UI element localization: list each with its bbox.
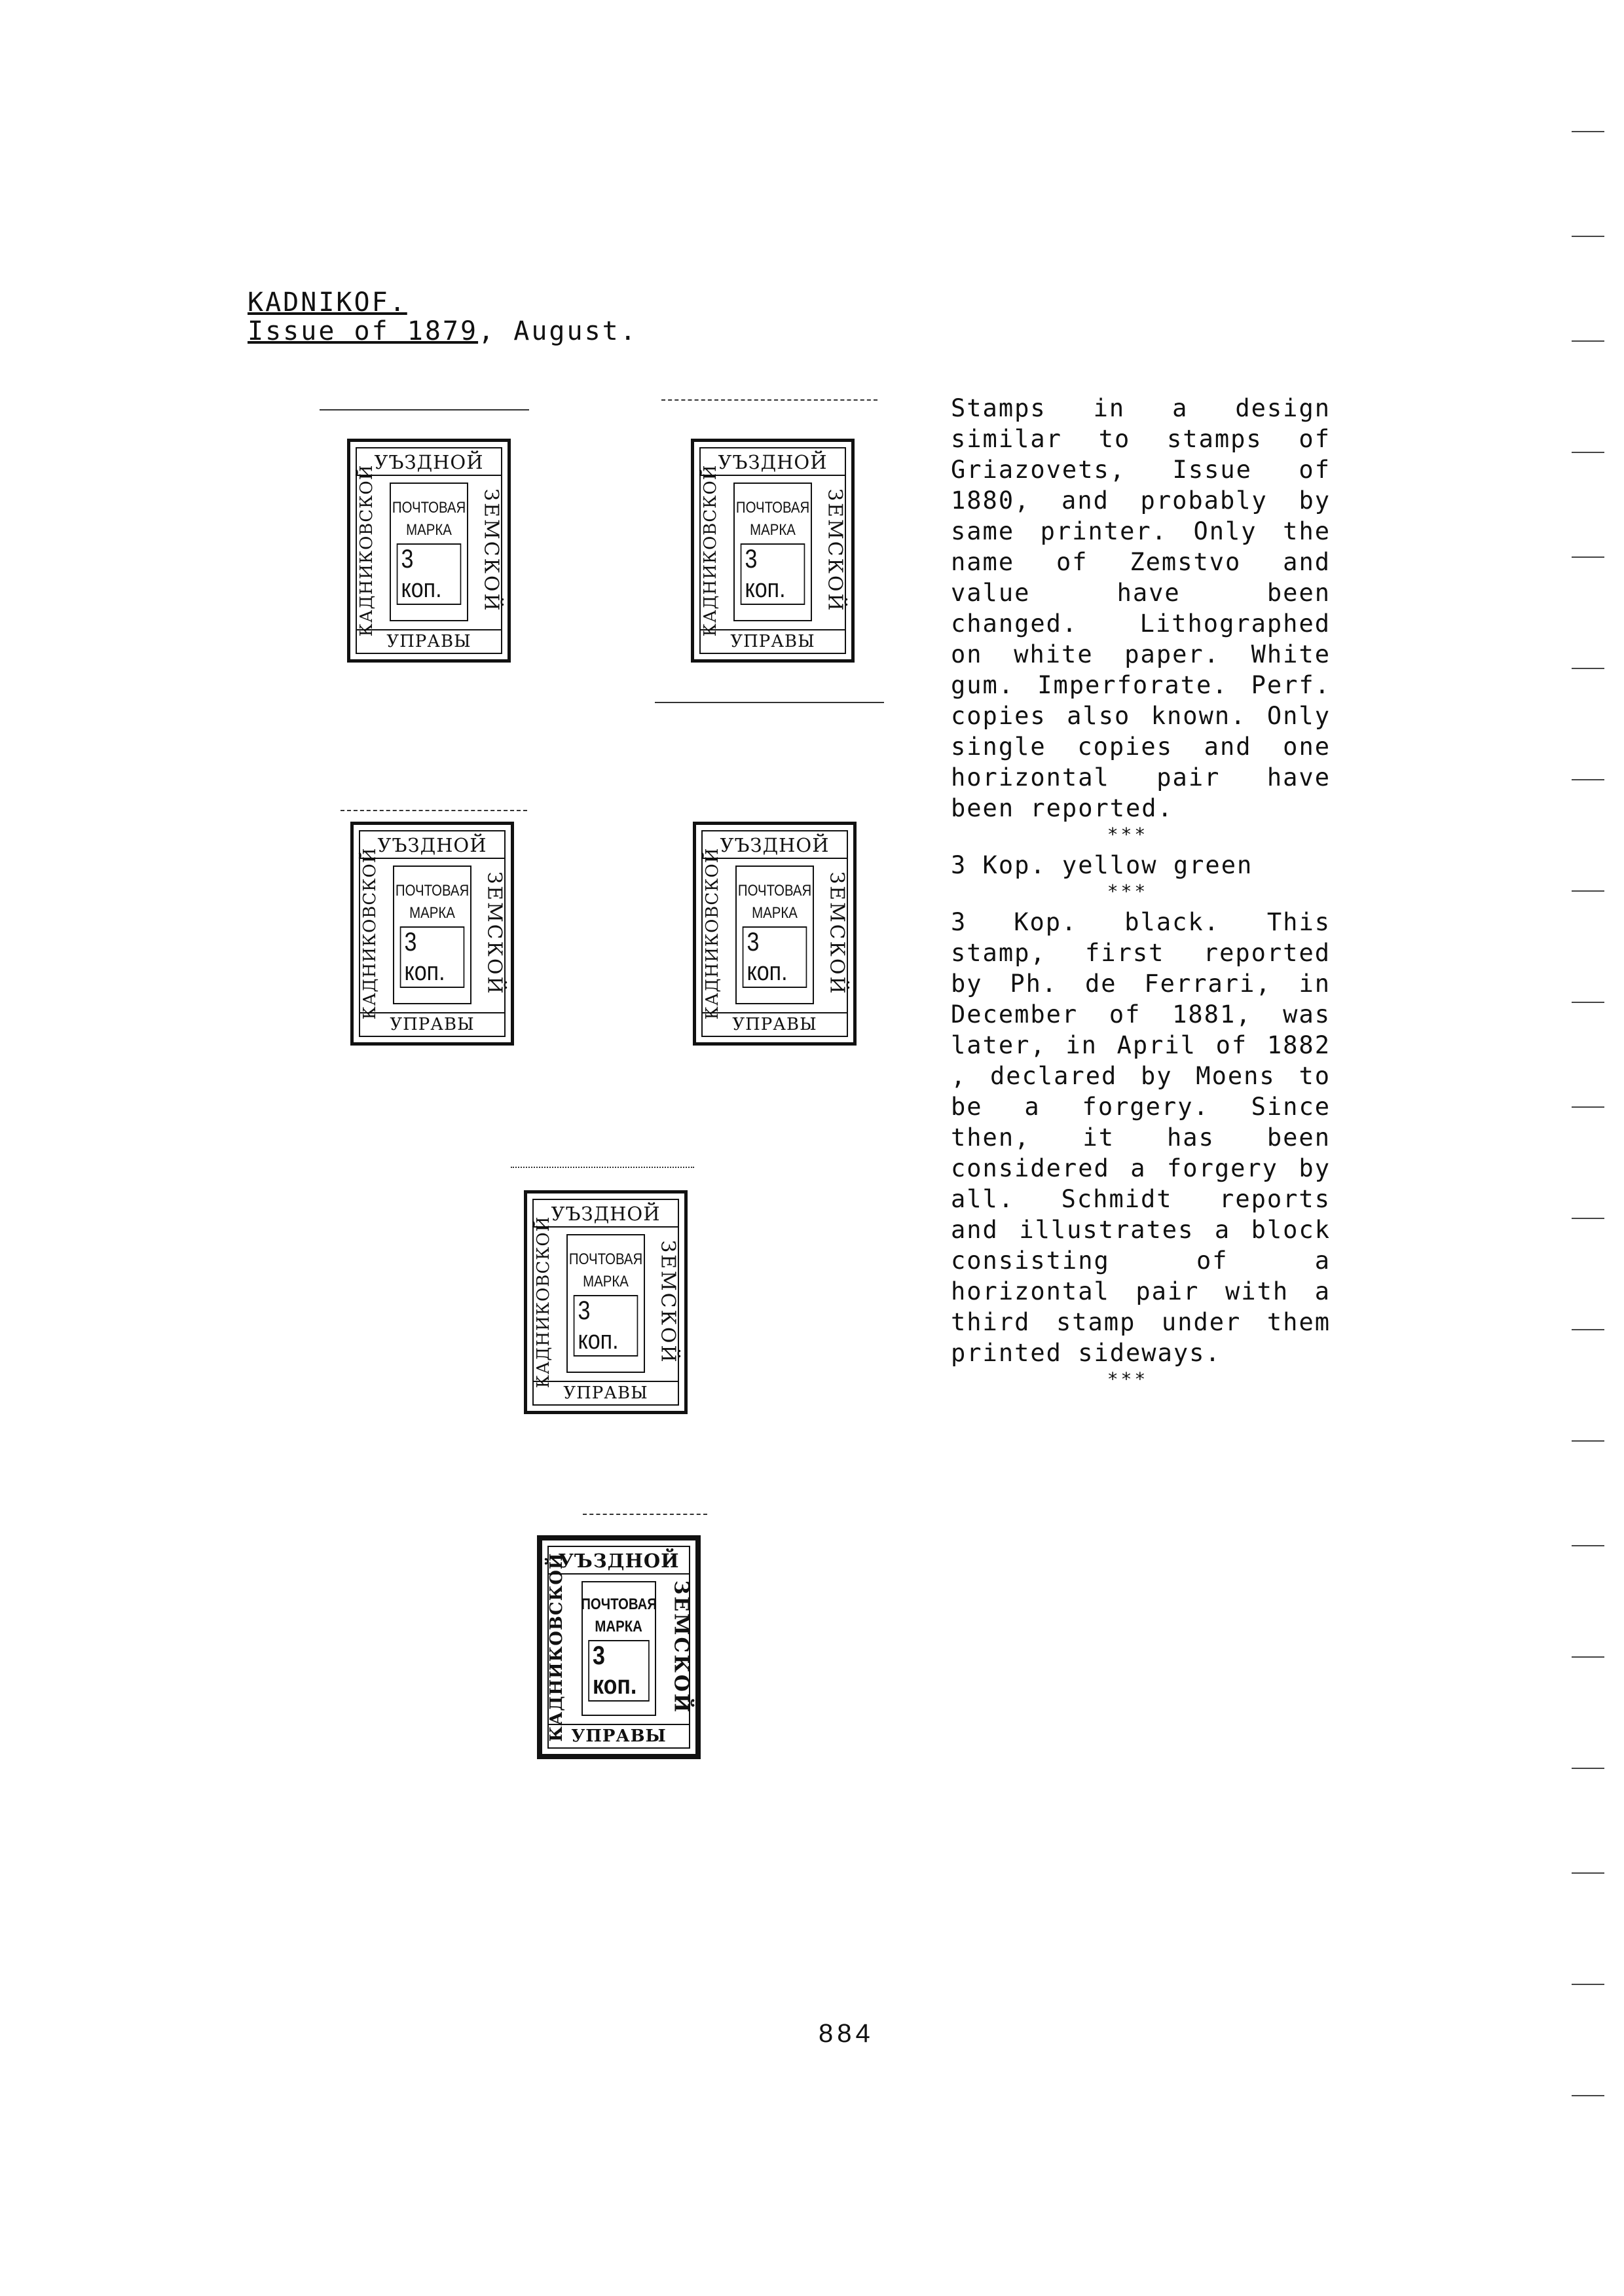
binding-tick [1572, 1106, 1604, 1108]
stamp-inner-frame [547, 1546, 693, 1749]
stamp-margin-line [661, 399, 877, 401]
stamp-left-text: КАДНИКОВСКОЙ [534, 1216, 553, 1389]
variety-listing: 3 Kop. yellow green [951, 851, 1253, 879]
page-number: 884 [819, 2019, 874, 2048]
stamp-right-text: ЗЕМСКОЙ [825, 871, 849, 996]
stamp-value: 3 коп. [743, 926, 807, 988]
binding-tick [1572, 1984, 1604, 1985]
stamp-right-text: ЗЕМСКОЙ [669, 1580, 693, 1715]
binding-tick [1572, 2095, 1604, 2096]
binding-tick [1572, 1329, 1604, 1330]
stamp-center-line2: МАРКА [409, 904, 455, 922]
stamp-inner-frame [359, 830, 506, 1037]
binding-tick [1572, 1872, 1604, 1874]
issue-date-underlined: Issue of 1879 [248, 316, 479, 346]
binding-tick [1572, 1656, 1604, 1658]
stamp-top-text: УЪЗДНОЙ [534, 1203, 678, 1228]
stamp-center-line2: МАРКА [583, 1273, 629, 1290]
section-title: KADNIKOF. [248, 287, 407, 318]
stamp-inner-frame [701, 830, 848, 1037]
binding-tick [1572, 1002, 1604, 1003]
stamp-left-text: КАДНИКОВСКОЙ [547, 1552, 566, 1742]
stamp-center-line1: ПОЧТОВАЯ [568, 1250, 643, 1268]
stamp-bottom-text: УПРАВЫ [703, 1012, 847, 1034]
stamp-top-text: УЪЗДНОЙ [357, 451, 501, 476]
issue-date [248, 316, 638, 347]
stamp-illustration [347, 439, 511, 663]
stamp-margin-line [341, 810, 527, 811]
binding-tick [1572, 890, 1604, 892]
stamp-center-line1: ПОЧТОВАЯ [735, 499, 810, 517]
stamp-top-text: УЪЗДНОЙ [360, 834, 504, 859]
stamp-bottom-text: УПРАВЫ [357, 629, 501, 651]
stamp-margin-line [655, 702, 884, 703]
stamp-center-line2: МАРКА [752, 904, 798, 922]
stamp-top-text: УЪЗДНОЙ [703, 834, 847, 859]
stamp-center-line2: МАРКА [750, 521, 796, 539]
stamp-left-text: КАДНИКОВСКОЙ [701, 464, 720, 637]
stamp-margin-line [583, 1514, 707, 1515]
stamp-illustration [693, 822, 857, 1046]
stamp-margin-line [511, 1167, 694, 1168]
binding-tick [1572, 1218, 1604, 1219]
stamp-bottom-text: УПРАВЫ [360, 1012, 504, 1034]
stamp-right-text: ЗЕМСКОЙ [823, 488, 847, 613]
stamp-value: 3 коп. [588, 1640, 650, 1702]
stamp-illustration [524, 1190, 688, 1414]
separator-stars: *** [1107, 1368, 1149, 1390]
binding-tick [1572, 556, 1604, 558]
stamp-bottom-text: УПРАВЫ [549, 1724, 689, 1746]
binding-tick [1572, 668, 1604, 669]
stamp-center-line1: ПОЧТОВАЯ [581, 1595, 657, 1613]
stamp-center-panel [393, 866, 471, 1004]
issue-date-rest: , August. [478, 316, 638, 346]
binding-tick [1572, 340, 1604, 342]
stamp-center-line1: ПОЧТОВАЯ [737, 882, 812, 900]
separator-stars: *** [1107, 824, 1149, 845]
description-column [951, 393, 1331, 1391]
stamp-center-panel [566, 1234, 645, 1373]
stamp-center-line2: МАРКА [406, 521, 452, 539]
binding-tick [1572, 1440, 1604, 1442]
stamp-bottom-text: УПРАВЫ [701, 629, 845, 651]
binding-tick [1572, 1545, 1604, 1546]
binding-tick [1572, 131, 1604, 132]
stamp-value: 3 коп. [741, 543, 805, 605]
binding-tick [1572, 236, 1604, 237]
stamp-value: 3 коп. [397, 543, 462, 605]
stamp-center-panel [390, 483, 468, 621]
stamp-left-text: КАДНИКОВСКОЙ [357, 464, 377, 637]
stamp-center-line1: ПОЧТОВАЯ [395, 882, 470, 900]
stamp-center-line1: ПОЧТОВАЯ [392, 499, 466, 517]
stamp-left-text: КАДНИКОВСКОЙ [703, 847, 722, 1020]
stamp-value: 3 коп. [400, 926, 465, 988]
separator-stars: *** [1107, 881, 1149, 902]
stamp-right-text: ЗЕМСКОЙ [483, 871, 506, 996]
stamp-top-text: УЪЗДНОЙ [549, 1550, 689, 1575]
stamp-illustration-black [537, 1535, 701, 1759]
binding-tick [1572, 452, 1604, 453]
binding-edge-marks [1572, 105, 1624, 2200]
binding-tick [1572, 1768, 1604, 1769]
stamp-right-text: ЗЕМСКОЙ [656, 1240, 680, 1364]
stamp-left-text: КАДНИКОВСКОЙ [360, 847, 380, 1020]
stamp-value: 3 коп. [574, 1295, 638, 1357]
stamp-illustration [691, 439, 855, 663]
stamp-margin-line [320, 409, 529, 410]
stamp-right-text: ЗЕМСКОЙ [479, 488, 503, 613]
stamp-center-panel [581, 1581, 656, 1716]
stamp-illustration [350, 822, 514, 1046]
stamp-center-panel [735, 866, 814, 1004]
stamp-inner-frame [356, 447, 502, 654]
stamp-inner-frame [699, 447, 846, 654]
stamp-center-line2: МАРКА [595, 1618, 643, 1635]
stamp-center-panel [733, 483, 812, 621]
forgery-paragraph: 3 Kop. black. This stamp, first reported by Ph. de Ferrari, in December of 1881, was later, in April of 1882 , declared by Moens to be a forgery. Since then, it has been considered a forgery by all. Schmidt reports and illustrates a block consisting of a horizontal pair with a third stamp under them printed sideways. [951, 908, 1331, 1367]
stamp-inner-frame [532, 1199, 679, 1406]
description-paragraph: Stamps in a design similar to stamps of Griazovets, Issue of 1880, and probably by same printer. Only the name of Zemstvo and value have been changed. Lithographed on white paper. White gum. Imperforate. Perf. copies also known. Only single copies and one horizontal pair have been reported. [951, 394, 1331, 822]
stamp-bottom-text: УПРАВЫ [534, 1381, 678, 1403]
stamp-top-text: УЪЗДНОЙ [701, 451, 845, 476]
binding-tick [1572, 779, 1604, 780]
